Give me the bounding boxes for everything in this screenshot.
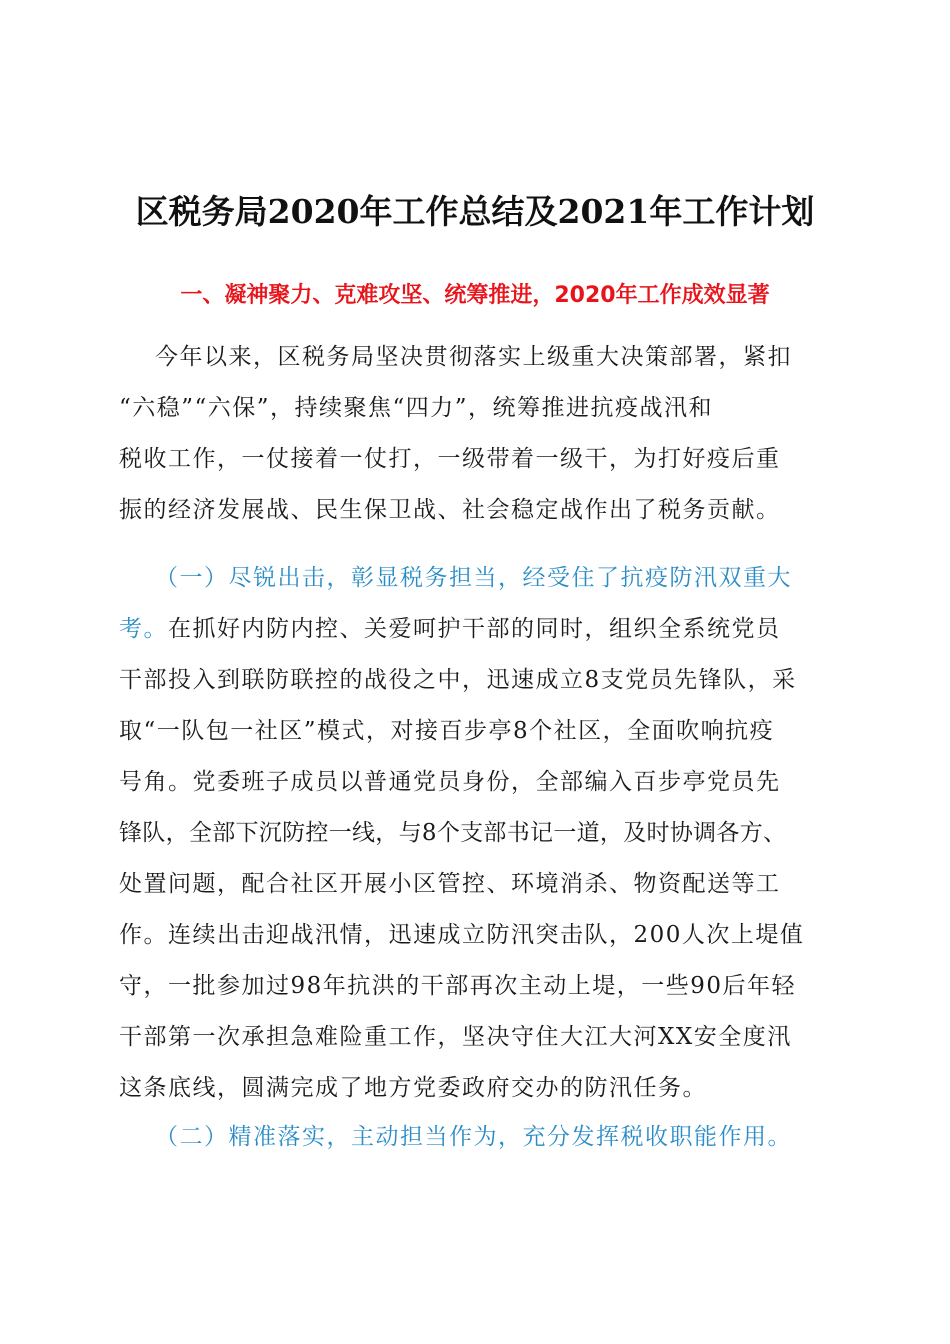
paragraph-text: 在抓好内防内控、关爱呵护干部的同时，组织全系统党员 xyxy=(168,616,781,642)
paragraph-line: 今年以来，区税务局坚决贯彻落实上级重大决策部署，紧扣 xyxy=(155,344,792,370)
paragraph-line: 税收工作，一仗接着一仗打，一级带着一级干，为打好疫后重 xyxy=(119,446,781,472)
paragraph-line: 干部投入到联防联控的战役之中，迅速成立8支党员先锋队，采 xyxy=(119,667,797,693)
paragraph-line: 干部第一次承担急难险重工作，坚决守住大江大河XX安全度汛 xyxy=(119,1024,792,1050)
subsection-heading: （一）尽锐出击，彰显税务担当，经受住了抗疫防汛双重大 xyxy=(155,565,792,591)
paragraph-line: “六稳”“六保”，持续聚焦“四力”，统筹推进抗疫战汛和 xyxy=(119,395,714,421)
paragraph-line: 这条底线，圆满完成了地方党委政府交办的防汛任务。 xyxy=(119,1075,707,1101)
section-heading: 一、凝神聚力、克难攻坚、统筹推进，2020年工作成效显著 xyxy=(180,283,770,308)
paragraph-section-two xyxy=(119,1112,834,1163)
paragraph-line: 锋队，全部下沉防控一线，与8个支部书记一道，及时协调各方、 xyxy=(119,820,787,846)
subsection-heading-end: 考。 xyxy=(119,616,168,642)
paragraph-line: 取“一队包一社区”模式，对接百步亭8个社区，全面吹响抗疫 xyxy=(119,718,775,744)
paragraph-line: 振的经济发展战、民生保卫战、社会稳定战作出了税务贡献。 xyxy=(119,497,781,523)
paragraph-intro xyxy=(119,332,834,536)
paragraph-section-one xyxy=(119,553,834,1114)
paragraph-line: 号角。党委班子成员以普通党员身份，全部编入百步亭党员先 xyxy=(119,769,781,795)
paragraph-line xyxy=(119,604,834,655)
paragraph-line: 作。连续出击迎战汛情，迅速成立防汛突击队，200人次上堤值 xyxy=(119,922,805,948)
subsection-heading: （二）精准落实，主动担当作为，充分发挥税收职能作用。 xyxy=(155,1124,792,1150)
document-title: 区税务局2020年工作总结及2021年工作计划 xyxy=(135,192,815,231)
paragraph-line: 守，一批参加过98年抗洪的干部再次主动上堤，一些90后年轻 xyxy=(119,973,797,999)
paragraph-line: 处置问题，配合社区开展小区管控、环境消杀、物资配送等工 xyxy=(119,871,781,897)
